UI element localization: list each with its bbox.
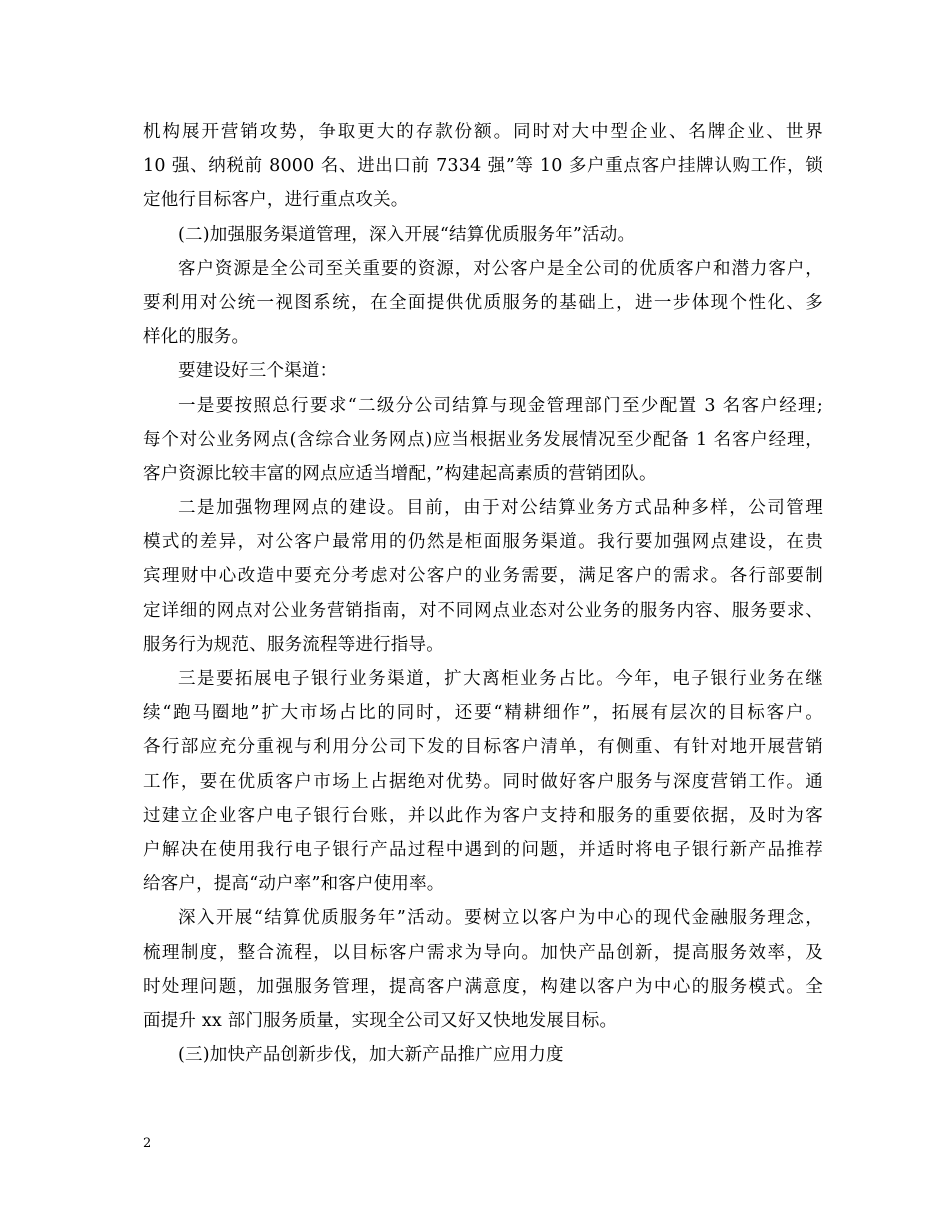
text-line: 梳理制度，整合流程，以目标客户需求为导向。加快产品创新，提高服务效率，及 [143,942,823,963]
text-line: 定他行目标客户，进行重点攻关。 [143,190,409,211]
text-line: 户解决在使用我行电子银行产品过程中遇到的问题，并适时将电子银行新产品推荐 [143,839,823,860]
text-line: 一是要按照总行要求“二级分公司结算与现金管理部门至少配置 3 名客户经理; [178,395,823,416]
text-line: 机构展开营销攻势，争取更大的存款份额。同时对大中型企业、名牌企业、世界 [143,122,823,142]
text-line: 面提升 xx 部门服务质量，实现全公司又好又快地发展目标。 [143,1010,618,1031]
text-line: 二是加强物理网点的建设。目前，由于对公结算业务方式品种多样，公司管理 [178,498,823,519]
text-line: 要建设好三个渠道： [178,361,338,382]
text-line: 工作，要在优质客户市场上占据绝对优势。同时做好客户服务与深度营销工作。通 [143,771,823,792]
text-line: 模式的差异，对公客户最常用的仍然是柜面服务渠道。我行要加强网点建设，在贵 [143,532,823,553]
text-line: 客户资源比较丰富的网点应适当增配，”构建起高素质的营销团队。 [143,463,657,484]
text-line: (二)加强服务渠道管理，深入开展“结算优质服务年”活动。 [178,224,636,245]
text-line: 服务行为规范、服务流程等进行指导。 [143,634,444,655]
text-line: 续“跑马圈地”扩大市场占比的同时，还要“精耕细作”，拓展有层次的目标客户。 [143,703,823,724]
text-line: 样化的服务。 [143,327,250,348]
text-line: 要利用对公统一视图系统，在全面提供优质服务的基础上，进一步体现个性化、多 [143,292,823,313]
page-number: 2 [143,1136,152,1151]
text-line: 定详细的网点对公业务营销指南，对不同网点业态对公业务的服务内容、服务要求、 [143,600,823,621]
text-line: 给客户，提高“动户率”和客户使用率。 [143,874,445,895]
text-line: 10 强、纳税前 8000 名、进出口前 7334 强”等 10 多户重点客户挂牌认购工作，锁 [143,156,823,177]
text-line: 宾理财中心改造中要充分考虑对公客户的业务需要，满足客户的需求。各行部要制 [143,566,823,587]
document-body [143,115,823,1072]
text-line: 客户资源是全公司至关重要的资源，对公客户是全公司的优质客户和潜力客户， [178,258,823,279]
text-line: 深入开展“结算优质服务年”活动。要树立以客户为中心的现代金融服务理念， [178,908,823,929]
text-line: 每个对公业务网点(含综合业务网点)应当根据业务发展情况至少配备 1 名客户经理， [143,429,823,450]
text-line: 过建立企业客户电子银行台账，并以此作为客户支持和服务的重要依据，及时为客 [143,805,823,826]
text-line: (三)加快产品创新步伐，加大新产品推广应用力度 [178,1045,564,1066]
text-line: 三是要拓展电子银行业务渠道，扩大离柜业务占比。今年，电子银行业务在继 [178,669,823,689]
text-line: 时处理问题，加强服务管理，提高客户满意度，构建以客户为中心的服务模式。全 [143,976,823,997]
text-line: 各行部应充分重视与利用分公司下发的目标客户清单，有侧重、有针对地开展营销 [143,737,823,758]
